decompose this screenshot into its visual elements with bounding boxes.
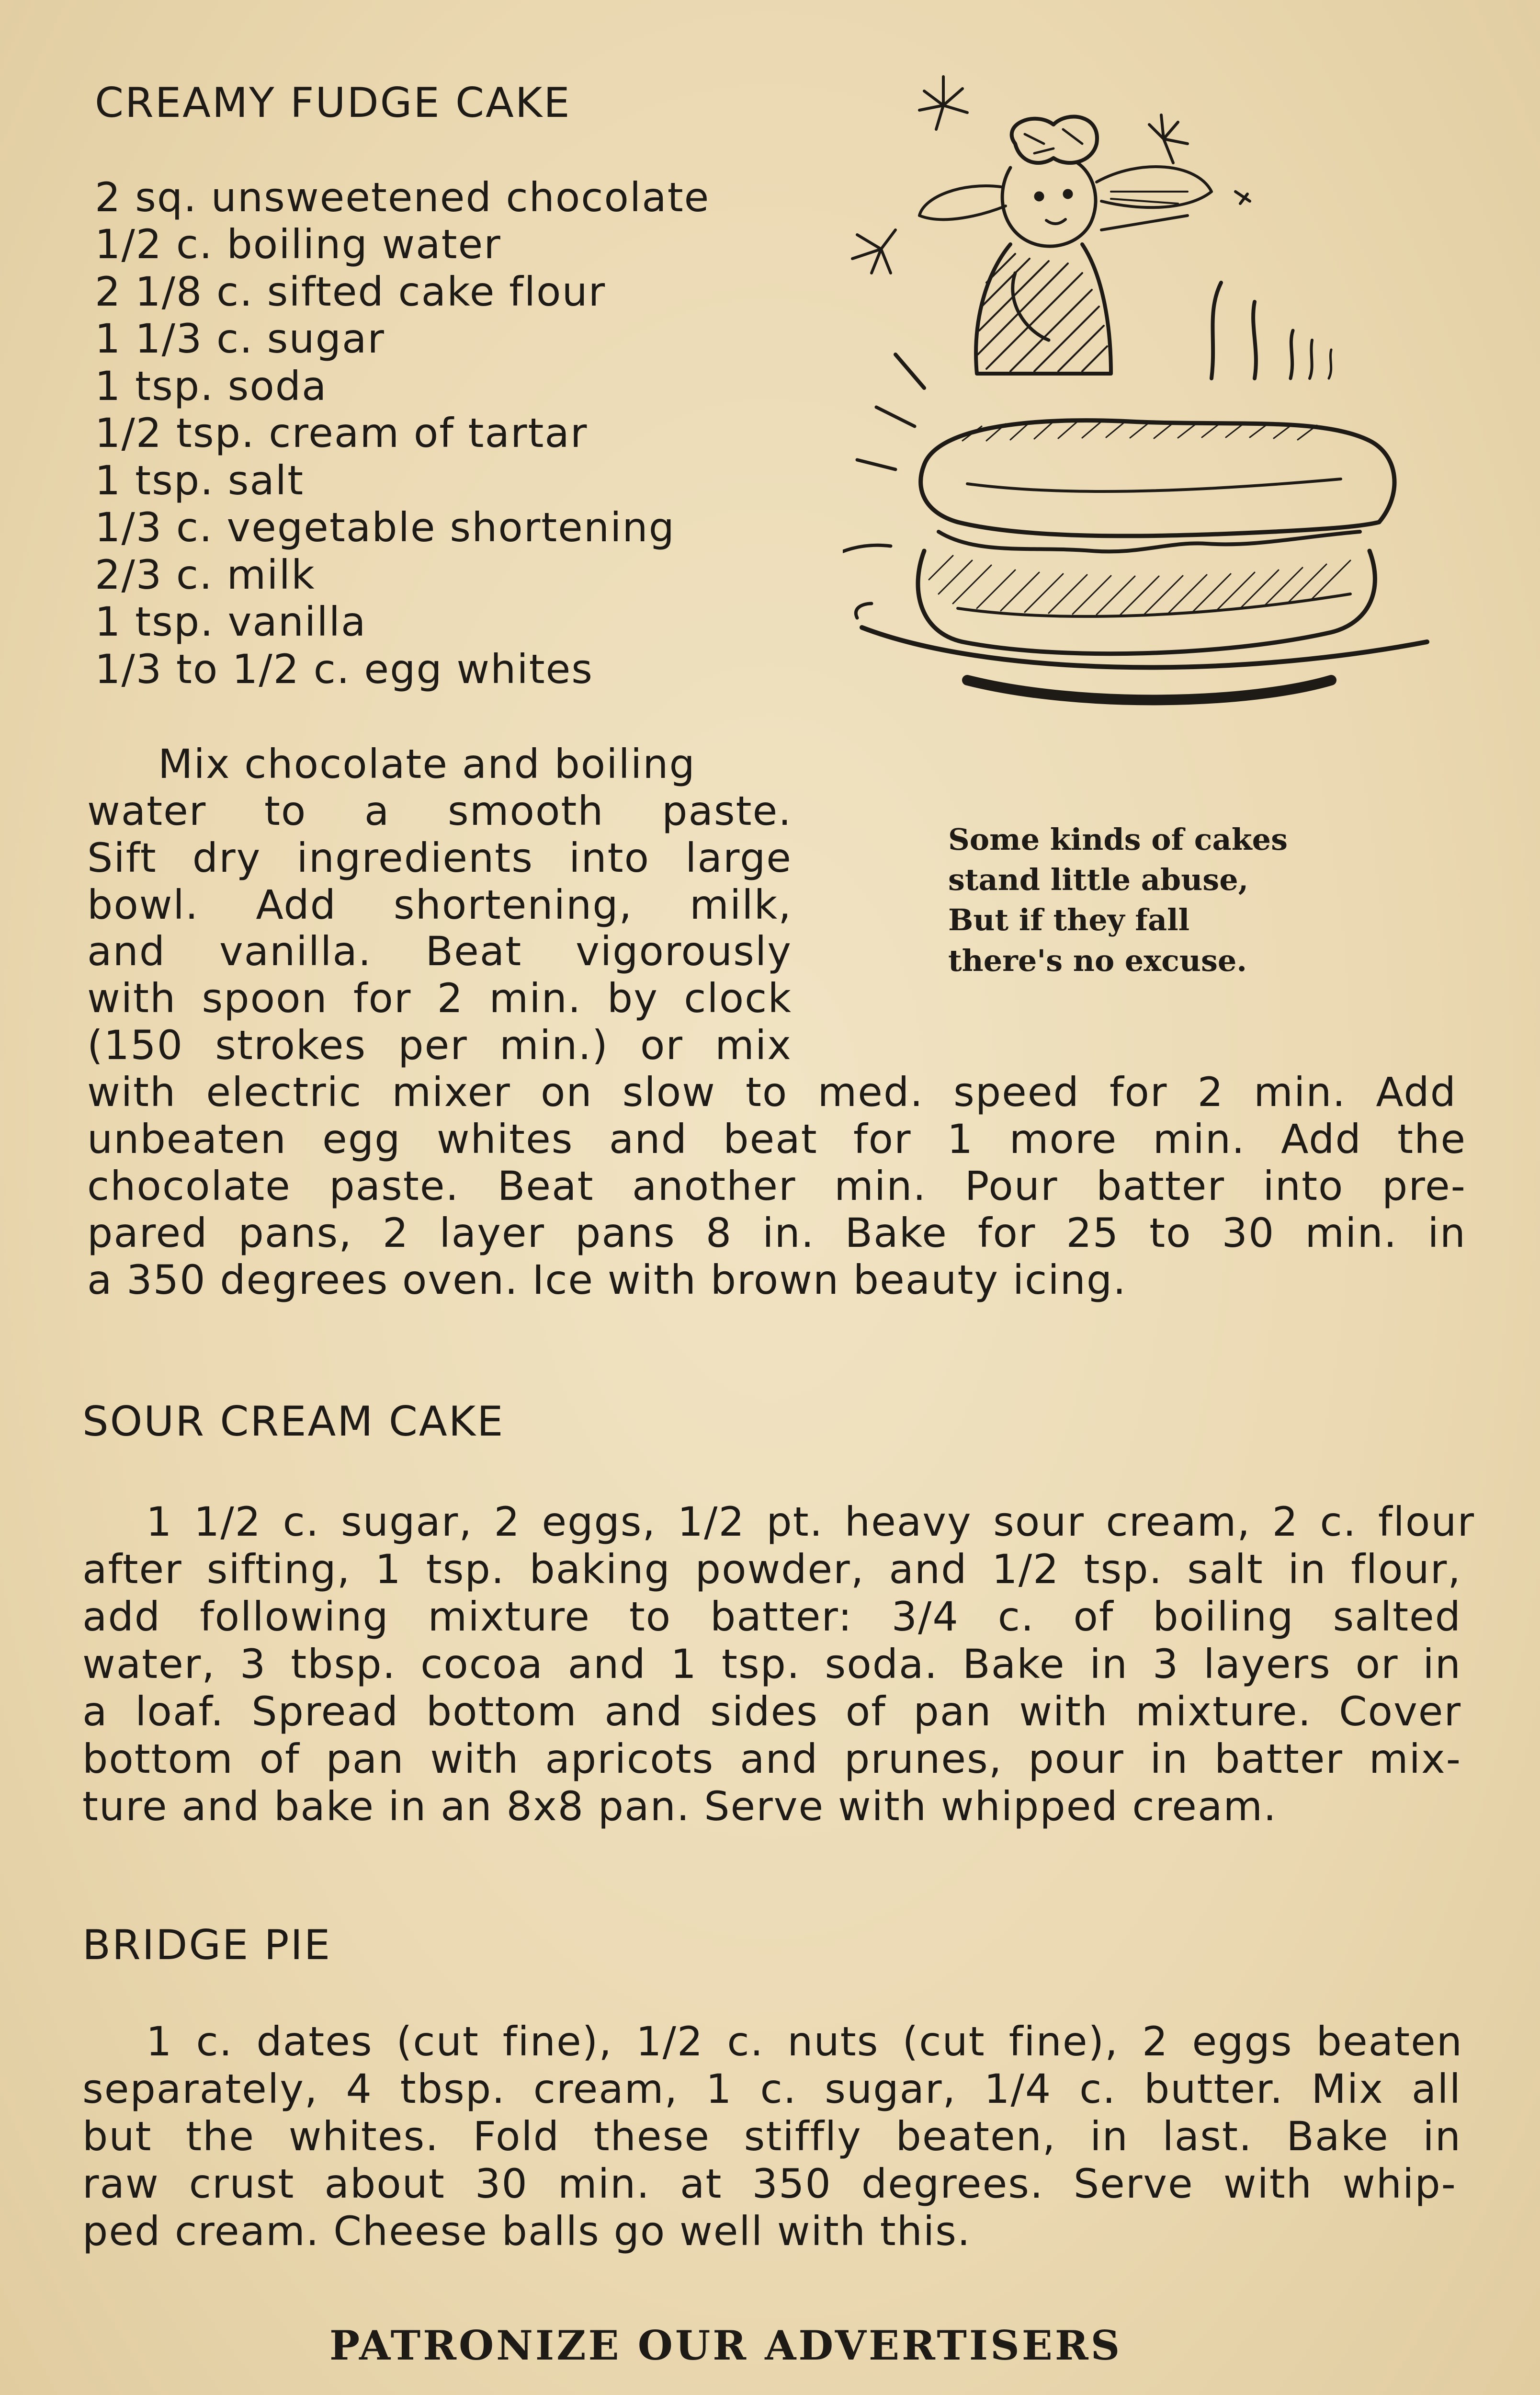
directions-line: add following mixture to batter: 3/4 c. of boiling salted (82, 1593, 1461, 1640)
directions-line: a 350 degrees oven. Ice with brown beauty icing. (87, 1256, 1127, 1303)
caption-line: stand little abuse, (948, 862, 1249, 897)
directions-line: with spoon for 2 min. by clock (87, 975, 792, 1022)
directions-line: 1 1/2 c. sugar, 2 eggs, 1/2 pt. heavy sour cream, 2 c. flour (146, 1498, 1475, 1545)
directions-line: after sifting, 1 tsp. baking powder, and 1/2 tsp. salt in flour, (82, 1546, 1461, 1593)
recipe-title-bridge-pie: BRIDGE PIE (82, 1921, 332, 1969)
ingredient-line: 1/2 tsp. cream of tartar (95, 410, 588, 456)
ingredient-line: 1/3 to 1/2 c. egg whites (95, 646, 594, 693)
directions-line: 1 c. dates (cut fine), 1/2 c. nuts (cut fine), 2 eggs beaten (146, 2018, 1463, 2065)
directions-line: Mix chocolate and boiling (158, 741, 696, 787)
directions-line: unbeaten egg whites and beat for 1 more min. Add the (87, 1116, 1466, 1163)
caption-line: Some kinds of cakes (948, 822, 1288, 857)
ingredient-line: 1/3 c. vegetable shortening (95, 504, 675, 551)
directions-line: and vanilla. Beat vigorously (87, 928, 792, 975)
directions-line: (150 strokes per min.) or mix (87, 1022, 792, 1069)
directions-line: separately, 4 tbsp. cream, 1 c. sugar, 1/4 c. butter. Mix all (82, 2065, 1461, 2112)
ingredient-line: 1/2 c. boiling water (95, 221, 501, 268)
directions-line: pared pans, 2 layer pans 8 in. Bake for 25 to 30 min. in (87, 1209, 1466, 1256)
ingredient-line: 1 1/3 c. sugar (95, 315, 385, 362)
ingredient-line: 1 tsp. salt (95, 457, 305, 504)
caption-line: there's no excuse. (948, 943, 1247, 978)
directions-line: bowl. Add shortening, milk, (87, 881, 792, 928)
directions-line: bottom of pan with apricots and prunes, pour in batter mix- (82, 1735, 1461, 1782)
directions-line: water, 3 tbsp. cocoa and 1 tsp. soda. Bake in 3 layers or in (82, 1641, 1461, 1688)
directions-line: a loaf. Spread bottom and sides of pan with mixture. Cover (82, 1688, 1461, 1735)
ingredient-line: 2 sq. unsweetened chocolate (95, 174, 710, 221)
directions-line: ped cream. Cheese balls go well with this. (82, 2208, 971, 2255)
directions-line: chocolate paste. Beat another min. Pour batter into pre- (87, 1163, 1466, 1209)
directions-line: with electric mixer on slow to med. speed for 2 min. Add (87, 1069, 1457, 1116)
directions-line: but the whites. Fold these stiffly beaten, in last. Bake in (82, 2113, 1461, 2160)
fairy-on-cake-illustration (843, 72, 1446, 752)
ingredient-line: 1 tsp. vanilla (95, 598, 367, 645)
directions-line: ture and bake in an 8x8 pan. Serve with whipped cream. (82, 1783, 1277, 1830)
directions-line: raw crust about 30 min. at 350 degrees. Serve with whip- (82, 2160, 1457, 2207)
ingredient-line: 2 1/8 c. sifted cake flour (95, 268, 606, 315)
directions-line: water to a smooth paste. (87, 787, 792, 834)
footer-banner: PATRONIZE OUR ADVERTISERS (329, 2322, 1122, 2369)
directions-line: Sift dry ingredients into large (87, 834, 792, 881)
ingredient-line: 2/3 c. milk (95, 551, 316, 598)
ingredient-line: 1 tsp. soda (95, 363, 328, 410)
recipe-title-creamy-fudge-cake: CREAMY FUDGE CAKE (95, 79, 571, 127)
recipe-title-sour-cream-cake: SOUR CREAM CAKE (82, 1398, 505, 1446)
caption-line: But if they fall (948, 902, 1190, 937)
